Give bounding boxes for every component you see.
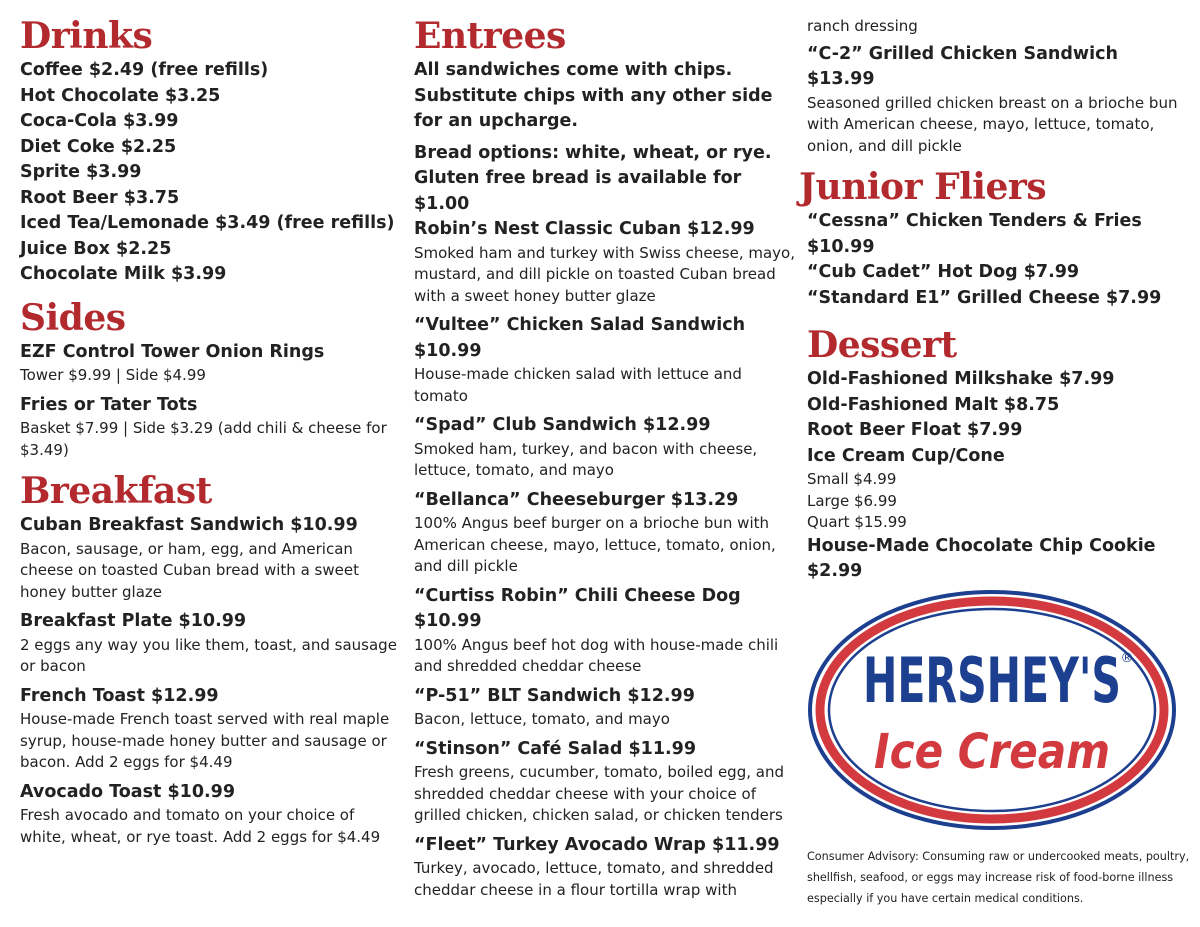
drink-item: Diet Coke $2.25 xyxy=(20,136,177,157)
entree-item xyxy=(414,217,799,307)
side-item-name: Fries or Tater Tots xyxy=(20,394,198,415)
entree-item xyxy=(414,737,799,827)
dessert-item: House-Made Chocolate Chip Cookie $2.99 xyxy=(807,535,1156,581)
drink-item: Chocolate Milk $3.99 xyxy=(20,264,227,284)
entree-item xyxy=(414,313,799,407)
breakfast-item xyxy=(20,780,400,849)
dessert-size: Quart $15.99 xyxy=(807,513,907,531)
entree-item-desc: Seasoned grilled chicken breast on a brioche bun with American cheese, mayo, lettuce, tomato, onion, and dill pickle xyxy=(807,93,1178,155)
entree-item-desc: 100% Angus beef burger on a brioche bun with American cheese, mayo, lettuce, tomato, onion, and dill pickle xyxy=(414,514,776,575)
entree-item xyxy=(414,413,799,482)
breakfast-heading: Breakfast xyxy=(20,470,212,512)
breakfast-item xyxy=(20,684,400,774)
drink-item: Iced Tea/Lemonade $3.49 (free refills) xyxy=(20,213,395,233)
menu-column-right xyxy=(799,14,1187,585)
logo-product-text: Ice Cream xyxy=(874,724,1110,780)
entree-item-name: “Stinson” Café Salad $11.99 xyxy=(414,738,697,759)
breakfast-item-desc: 2 eggs any way you like them, toast, and sausage or bacon xyxy=(20,635,397,675)
entree-item-name: “Bellanca” Cheeseburger $13.29 xyxy=(414,489,739,510)
entree-item-name: “Fleet” Turkey Avocado Wrap $11.99 xyxy=(414,834,780,855)
dessert-item: Old-Fashioned Milkshake $7.99 xyxy=(807,369,1115,389)
drink-item: Sprite $3.99 xyxy=(20,162,142,182)
breakfast-item-desc: Bacon, sausage, or ham, egg, and American cheese on toasted Cuban bread with a sweet honey butter glaze xyxy=(20,539,359,601)
menu-column-middle xyxy=(414,14,799,901)
side-item xyxy=(20,393,400,462)
drink-item: Juice Box $2.25 xyxy=(20,238,172,259)
entree-item-desc: 100% Angus beef hot dog with house-made chili and shredded cheddar cheese xyxy=(414,635,779,675)
side-item-desc: Tower $9.99 | Side $4.99 xyxy=(20,366,206,384)
entree-item xyxy=(414,488,799,578)
entree-item-name: “Curtiss Robin” Chili Cheese Dog $10.99 xyxy=(414,585,741,631)
drink-item: Hot Chocolate $3.25 xyxy=(20,85,221,106)
junior-fliers-list xyxy=(807,209,1187,311)
breakfast-item-desc: Fresh avocado and tomato on your choice of white, wheat, or rye toast. Add 2 eggs for $4.49 xyxy=(20,806,381,846)
side-item xyxy=(20,340,400,387)
sides-heading: Sides xyxy=(20,296,126,339)
logo-brand-text: HERSHEY'S xyxy=(863,644,1121,717)
entree-item-desc: Smoked ham, turkey, and bacon with cheese, lettuce, tomato, and mayo xyxy=(414,439,758,479)
drinks-heading: Drinks xyxy=(20,15,153,57)
dessert-heading: Dessert xyxy=(807,324,957,366)
entree-item xyxy=(807,42,1187,158)
menu-column-left xyxy=(20,14,400,848)
dessert-size: Small $4.99 xyxy=(807,470,897,488)
entree-item-desc: Smoked ham and turkey with Swiss cheese, mayo, mustard, and dill pickle on toasted Cuban bread with a sweet honey butter glaze xyxy=(414,243,795,305)
consumer-advisory: Consumer Advisory: Consuming raw or undercooked meats, poultry, shellfish, seafood, or eggs may increase risk of food-borne illness especially if you have certain medical conditions. xyxy=(807,850,1190,905)
entree-item xyxy=(414,833,799,902)
dessert-item: Ice Cream Cup/Cone xyxy=(807,445,1005,466)
breakfast-item xyxy=(20,513,400,603)
entree-item-desc: Fresh greens, cucumber, tomato, boiled egg, and shredded cheddar cheese with your choice of grilled chicken, chicken salad, or chicken tenders xyxy=(414,763,784,824)
breakfast-item-name: Breakfast Plate $10.99 xyxy=(20,611,247,631)
dessert-size: Large $6.99 xyxy=(807,491,897,510)
junior-item: “Cub Cadet” Hot Dog $7.99 xyxy=(807,262,1080,282)
breakfast-item-name: Cuban Breakfast Sandwich $10.99 xyxy=(20,515,358,535)
dessert-list xyxy=(807,367,1187,585)
side-item-name: EZF Control Tower Onion Rings xyxy=(20,341,325,362)
entree-item-name: Robin’s Nest Classic Cuban $12.99 xyxy=(414,219,755,239)
dessert-item: Root Beer Float $7.99 xyxy=(807,420,1023,440)
entree-item xyxy=(414,584,799,678)
breakfast-item-desc: House-made French toast served with real maple syrup, house-made honey butter and sausage or bacon. Add 2 eggs for $4.49 xyxy=(20,710,390,771)
drink-item: Coffee $2.49 (free refills) xyxy=(20,60,269,80)
entrees-heading: Entrees xyxy=(414,15,566,57)
entrees-list xyxy=(414,217,799,901)
entree-continued-desc: ranch dressing xyxy=(807,17,918,35)
dessert-item: Old-Fashioned Malt $8.75 xyxy=(807,394,1060,415)
breakfast-list xyxy=(20,513,400,848)
entrees-intro: All sandwiches come with chips. Substitute chips with any other side for an upcharge. xyxy=(414,60,773,131)
breakfast-item-name: Avocado Toast $10.99 xyxy=(20,781,236,802)
entrees-bread-options: Bread options: white, wheat, or rye. Gluten free bread is available for $1.00 xyxy=(414,142,772,214)
entree-item-desc: Bacon, lettuce, tomato, and mayo xyxy=(414,710,670,728)
breakfast-item xyxy=(20,609,400,678)
drink-item: Root Beer $3.75 xyxy=(20,187,180,208)
logo-registered-mark: ® xyxy=(1120,651,1134,666)
junior-item: “Cessna” Chicken Tenders & Fries $10.99 xyxy=(807,211,1142,257)
breakfast-item-name: French Toast $12.99 xyxy=(20,685,219,706)
junior-item: “Standard E1” Grilled Cheese $7.99 xyxy=(807,287,1162,308)
entree-item-name: “Spad” Club Sandwich $12.99 xyxy=(414,415,711,435)
entree-item-name: “C-2” Grilled Chicken Sandwich $13.99 xyxy=(807,43,1118,89)
entree-item-name: “Vultee” Chicken Salad Sandwich $10.99 xyxy=(414,315,746,361)
entree-item-desc: House-made chicken salad with lettuce and tomato xyxy=(414,365,742,405)
entree-item-desc: Turkey, avocado, lettuce, tomato, and shredded cheddar cheese in a flour tortilla wrap with xyxy=(414,859,774,899)
side-item-desc: Basket $7.99 | Side $3.29 (add chili & cheese for $3.49) xyxy=(20,419,387,459)
entree-item xyxy=(414,684,799,731)
junior-fliers-heading: Junior Fliers xyxy=(799,166,1047,208)
sides-list xyxy=(20,340,400,462)
entree-item-name: “P-51” BLT Sandwich $12.99 xyxy=(414,685,695,706)
drink-item: Coca-Cola $3.99 xyxy=(20,111,179,131)
drinks-list xyxy=(20,58,400,288)
hersheys-ice-cream-logo xyxy=(808,590,1176,830)
